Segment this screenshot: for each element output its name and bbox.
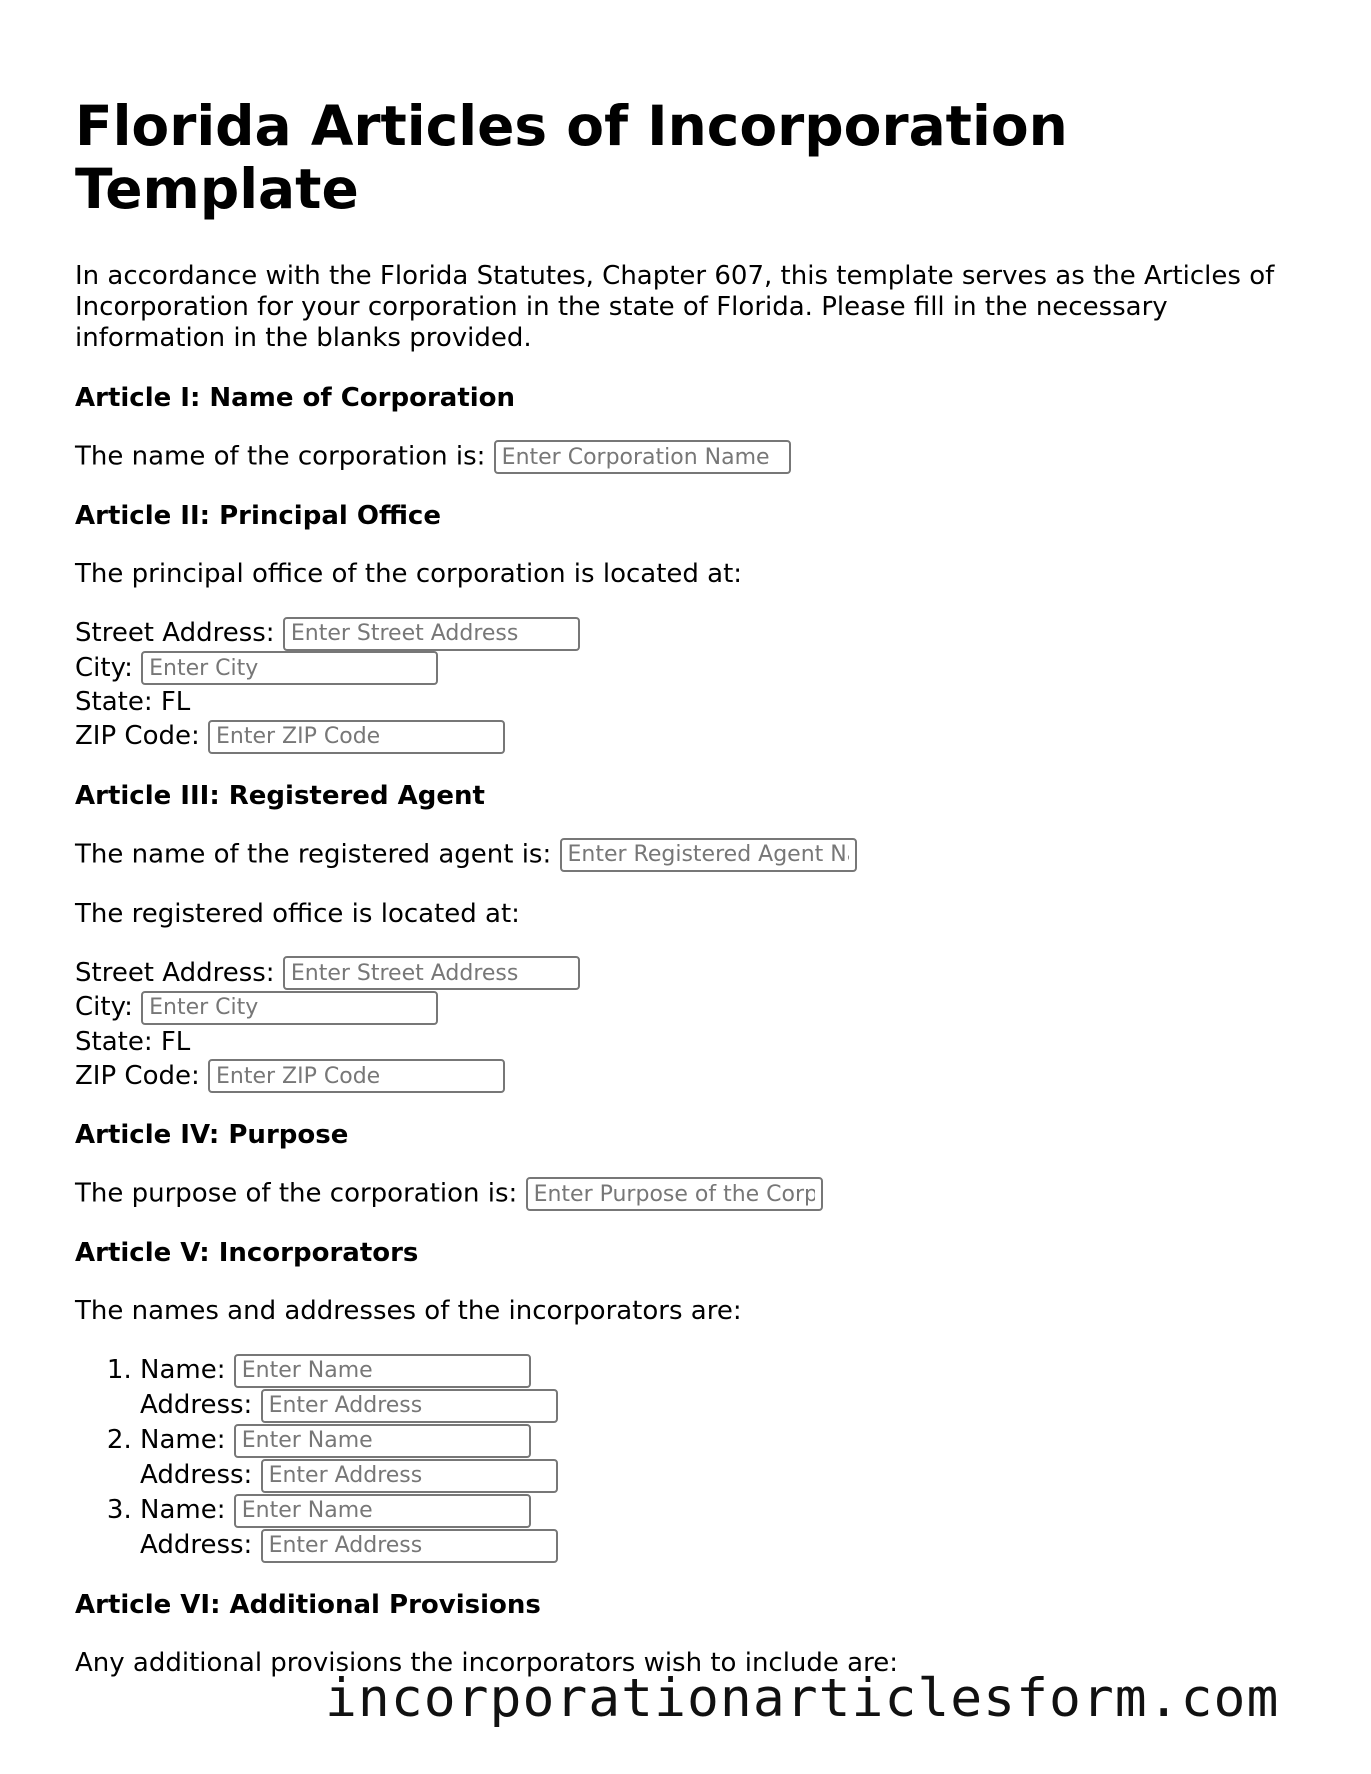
registered-agent-line (75, 838, 1275, 872)
registered-office-intro: The registered office is located at: (75, 898, 520, 929)
registered-street-label: Street Address: (75, 957, 275, 988)
incorporator-1-address-row (140, 1388, 1275, 1423)
registered-state-text: State: FL (75, 1026, 191, 1057)
principal-street-label: Street Address: (75, 618, 275, 648)
incorporator-1-name-input[interactable] (234, 1354, 531, 1388)
purpose-line (75, 1177, 1275, 1211)
incorporators-intro: The names and addresses of the incorporators are: (75, 1296, 742, 1326)
list-item (140, 1493, 1275, 1563)
incorporators-list (75, 1353, 1275, 1563)
registered-city-row (75, 990, 1275, 1025)
article-5-heading: Article V: Incorporators (75, 1238, 419, 1268)
incorporator-2-address-row (140, 1458, 1275, 1493)
article-1-line (75, 440, 1275, 474)
corporation-name-input[interactable] (494, 440, 791, 474)
principal-zip-input[interactable] (208, 720, 505, 754)
principal-zip-row (75, 719, 1275, 754)
incorporator-name-label: Name: (140, 1495, 226, 1525)
registered-street-row (75, 956, 1275, 991)
registered-office-address (75, 956, 1275, 1094)
incorporator-address-label: Address: (140, 1460, 253, 1490)
list-item (140, 1353, 1275, 1423)
principal-city-row (75, 651, 1275, 686)
incorporator-address-label: Address: (140, 1390, 253, 1420)
incorporator-name-label: Name: (140, 1425, 226, 1455)
principal-office-intro: The principal office of the corporation is located at: (75, 559, 743, 589)
document (75, 95, 1275, 1705)
incorporator-3-address-row (140, 1528, 1275, 1563)
list-item (140, 1423, 1275, 1493)
principal-street-row (75, 616, 1275, 651)
article-2-heading: Article II: Principal Office (75, 501, 441, 531)
purpose-label: The purpose of the corporation is: (75, 1178, 518, 1209)
registered-city-input[interactable] (141, 991, 438, 1025)
incorporator-1-address-input[interactable] (261, 1389, 558, 1423)
article-6-heading: Article VI: Additional Provisions (75, 1590, 541, 1620)
registered-zip-row (75, 1059, 1275, 1094)
principal-street-input[interactable] (283, 617, 580, 651)
article-1-heading: Article I: Name of Corporation (75, 383, 516, 413)
registered-agent-label: The name of the registered agent is: (75, 839, 552, 869)
incorporator-3-name-row (140, 1493, 1275, 1528)
incorporator-2-name-row (140, 1423, 1275, 1458)
additional-provisions-intro: Any additional provisions the incorporators wish to include are: (75, 1648, 898, 1678)
purpose-input[interactable] (526, 1177, 823, 1211)
article-4-heading: Article IV: Purpose (75, 1120, 349, 1150)
article-3-heading: Article III: Registered Agent (75, 780, 485, 811)
corporation-name-label: The name of the corporation is: (75, 441, 486, 472)
registered-agent-input[interactable] (560, 838, 857, 872)
principal-city-input[interactable] (141, 651, 438, 685)
registered-zip-label: ZIP Code: (75, 1060, 200, 1091)
registered-city-label: City: (75, 992, 133, 1022)
principal-city-label: City: (75, 652, 133, 683)
incorporator-name-label: Name: (140, 1355, 226, 1385)
watermark: incorporationarticlesform.com (325, 1668, 1280, 1729)
page-title: Florida Articles of Incorporation Template (75, 94, 1068, 221)
incorporator-1-name-row (140, 1353, 1275, 1388)
incorporator-3-name-input[interactable] (234, 1494, 531, 1528)
intro-paragraph: In accordance with the Florida Statutes, Chapter 607, this template serves as the Articles of Incorporation for your corporation in the state of Florida. Please fill in the necessary information in the blanks provided. (75, 261, 1275, 353)
incorporator-3-address-input[interactable] (261, 1529, 558, 1563)
registered-street-input[interactable] (283, 956, 580, 990)
principal-office-address (75, 616, 1275, 754)
incorporator-address-label: Address: (140, 1530, 253, 1560)
principal-state-text: State: FL (75, 687, 191, 717)
incorporator-2-address-input[interactable] (261, 1459, 558, 1493)
registered-zip-input[interactable] (208, 1059, 505, 1093)
incorporator-2-name-input[interactable] (234, 1424, 531, 1458)
principal-zip-label: ZIP Code: (75, 721, 200, 751)
